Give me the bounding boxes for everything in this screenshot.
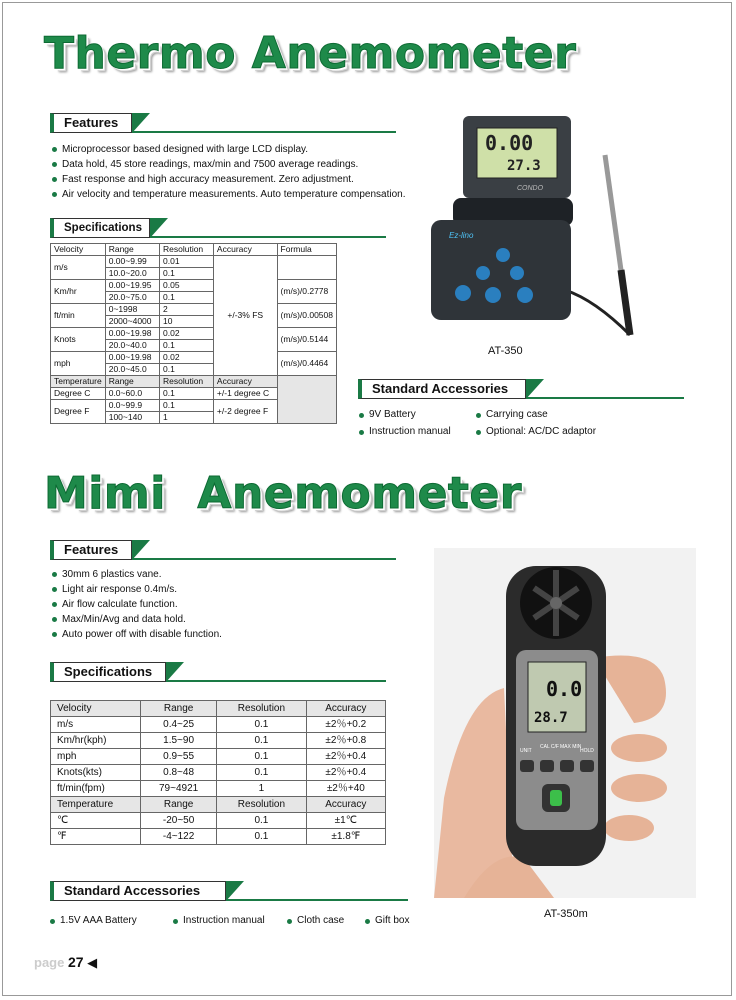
table-row: 10.0~20.0 0.1 <box>51 268 337 280</box>
table-row: 100~140 1 <box>51 412 337 424</box>
down-button <box>476 266 490 280</box>
table-row: Degree F 0.0~99.9 0.1 +/-2 degree F <box>51 400 337 412</box>
hold-button <box>517 287 533 303</box>
power-button <box>550 790 562 806</box>
table-row: ℃ -20~50 0.1 ±1℃ <box>51 813 386 829</box>
feature-item: Fast response and high accuracy measurement. Zero adjustment. <box>50 172 430 187</box>
table-row: Knots 0.00~19.98 0.02 (m/s)/0.5144 <box>51 328 337 340</box>
accessory-item: 9V Battery <box>359 409 416 420</box>
accessory-item: Gift box <box>365 915 409 926</box>
section-specifications-thermo: Specifications <box>50 218 340 240</box>
feature-item: Microprocessor based designed with large LCD display. <box>50 142 430 157</box>
hold-button <box>580 760 594 772</box>
spec-table-mimi <box>50 700 386 845</box>
title-thermo-anemometer: Thermo Anemometer <box>44 28 577 79</box>
section-accessories-mimi: Standard Accessories <box>50 881 410 903</box>
feature-item: Air velocity and temperature measurements. Auto temperature compensation. <box>50 187 430 202</box>
table-row: Temperature Range Resolution Accuracy <box>51 376 337 388</box>
table-row: mph 0.00~19.98 0.02 (m/s)/0.4464 <box>51 352 337 364</box>
unit-button-label: UNIT <box>520 748 532 754</box>
table-row: Velocity Range Resolution Accuracy <box>51 701 386 717</box>
section-accessories-thermo: Standard Accessories <box>358 379 688 401</box>
maxmin-button-label: MAX MIN <box>560 744 582 750</box>
section-features-thermo: Features <box>50 113 400 135</box>
accessory-item: Cloth case <box>287 915 344 926</box>
feature-item: Air flow calculate function. <box>50 597 380 612</box>
accessory-item: 1.5V AAA Battery <box>50 915 137 926</box>
maxmin-button <box>560 760 574 772</box>
hold-button-label: HOLD <box>580 748 594 754</box>
power-button <box>496 248 510 262</box>
cal-button <box>540 760 554 772</box>
table-row: ℉ -4~122 0.1 ±1.8℉ <box>51 829 386 845</box>
table-row: Temperature Range Resolution Accuracy <box>51 797 386 813</box>
title-mimi-anemometer: Mimi Anemometer <box>44 468 522 519</box>
at350m-device-photo <box>434 548 696 898</box>
accessory-item: Instruction manual <box>359 426 451 437</box>
features-list-mimi <box>50 567 380 642</box>
table-row: Degree C 0.0~60.0 0.1 +/-1 degree C <box>51 388 337 400</box>
feature-item: Light air response 0.4m/s. <box>50 582 380 597</box>
at350-device-photo <box>425 110 665 350</box>
feature-item: Data hold, 45 store readings, max/min and 7500 average readings. <box>50 157 430 172</box>
lcd-top: 0.00 <box>485 131 534 155</box>
lcd-bottom: 28.7 <box>534 710 568 726</box>
spec-table-thermo <box>50 243 337 424</box>
accessory-item: Carrying case <box>476 409 548 420</box>
table-row: Velocity Range Resolution Accuracy Formula <box>51 244 337 256</box>
brand-label: CONDO <box>517 185 544 192</box>
table-row: Km/hr 0.00~19.95 0.05 (m/s)/0.2778 <box>51 280 337 292</box>
table-row: 20.0~75.0 0.1 <box>51 292 337 304</box>
table-row: Km/hr(kph) 1.5~90 0.1 ±2％+0.8 <box>51 733 386 749</box>
table-row: 2000~4000 10 <box>51 316 337 328</box>
table-row: 20.0~40.0 0.1 <box>51 340 337 352</box>
page-word: page <box>34 955 65 970</box>
accessory-item: Optional: AC/DC adaptor <box>476 426 596 437</box>
lcd-top: 0.0 <box>546 677 583 701</box>
cal-button-label: CAL C/F <box>540 744 559 750</box>
features-list-thermo <box>50 142 430 202</box>
page-footer <box>34 954 97 971</box>
section-specifications-mimi: Specifications <box>50 662 390 684</box>
feature-item: Max/Min/Avg and data hold. <box>50 612 380 627</box>
table-row: ft/min 0~1998 2 (m/s)/0.00508 <box>51 304 337 316</box>
accessory-item: Instruction manual <box>173 915 265 926</box>
page-number: 27 <box>67 954 84 970</box>
table-row: ft/min(fpm) 79~4921 1 ±2％+40 <box>51 781 386 797</box>
section-features-mimi: Features <box>50 540 400 562</box>
arrow-left-icon: ◀ <box>87 955 98 970</box>
feature-item: Auto power off with disable function. <box>50 627 380 642</box>
unit-button <box>520 760 534 772</box>
feature-item: 30mm 6 plastics vane. <box>50 567 380 582</box>
table-row: mph 0.9~55 0.1 ±2％+0.4 <box>51 749 386 765</box>
store-button <box>485 287 501 303</box>
table-row: 20.0~45.0 0.1 <box>51 364 337 376</box>
table-row: m/s 0.4~25 0.1 ±2％+0.2 <box>51 717 386 733</box>
table-row: Knots(kts) 0.8~48 0.1 ±2％+0.4 <box>51 765 386 781</box>
unit-button <box>455 285 471 301</box>
caption-at350m: AT-350m <box>544 908 588 920</box>
table-row: m/s 0.00~9.99 0.01 +/-3% FS <box>51 256 337 268</box>
up-button <box>510 266 524 280</box>
brand2-label: Ez-lino <box>449 231 474 240</box>
caption-at350: AT-350 <box>488 345 523 357</box>
lcd-bottom: 27.3 <box>507 158 541 174</box>
